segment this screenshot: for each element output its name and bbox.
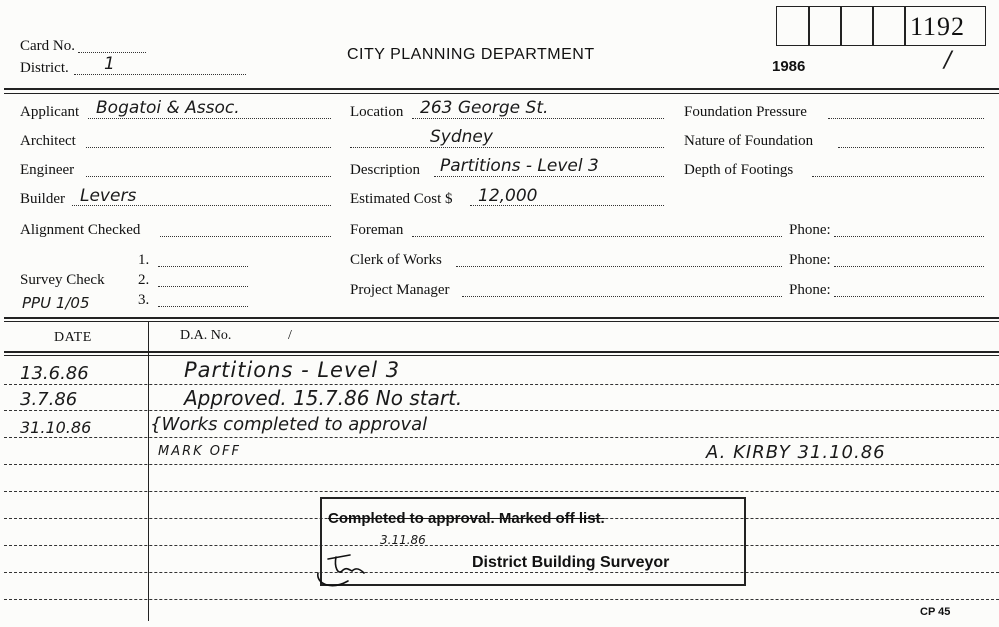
- stamp-initials: 3.11.86: [380, 533, 426, 547]
- project-manager-line: [462, 296, 782, 297]
- foreman-label: Foreman: [350, 222, 404, 238]
- description-label: Description: [350, 162, 420, 178]
- log-line: [4, 384, 999, 385]
- foundation-pressure-line: [828, 118, 984, 119]
- foreman-line: [412, 236, 782, 237]
- district-value: 1: [104, 54, 115, 74]
- district-label: District.: [20, 60, 69, 76]
- estimated-cost-label: Estimated Cost $: [350, 191, 453, 207]
- description-value: Partitions - Level 3: [440, 156, 599, 176]
- date-column-divider: [148, 321, 149, 621]
- number-box: [808, 6, 842, 46]
- builder-label: Builder: [20, 191, 65, 207]
- location-line-2: [350, 147, 664, 148]
- survey-label: Survey Check: [20, 272, 105, 288]
- architect-label: Architect: [20, 133, 76, 149]
- table-rule: [4, 317, 999, 319]
- table-header-rule: [4, 355, 999, 356]
- alignment-line: [160, 236, 331, 237]
- card-no-line: [78, 52, 146, 53]
- log-line: [4, 464, 999, 465]
- nature-line: [838, 147, 984, 148]
- district-line: [74, 74, 246, 75]
- survey-line-1: [158, 266, 248, 267]
- entry-text-3: {Works completed to approval: [150, 414, 428, 435]
- clerk-label: Clerk of Works: [350, 252, 442, 268]
- year: 1986: [772, 58, 806, 75]
- depth-line: [812, 176, 984, 177]
- applicant-label: Applicant: [20, 104, 80, 120]
- card-no-label: Card No.: [20, 38, 75, 54]
- table-header-rule: [4, 351, 999, 353]
- estimated-cost-value: 12,000: [478, 186, 538, 206]
- phone-label-2: Phone:: [789, 252, 831, 268]
- description-line: [434, 176, 664, 177]
- location-value: 263 George St.: [420, 98, 549, 118]
- number-box: [872, 6, 906, 46]
- card-number: 1192: [910, 12, 966, 41]
- phone-line-1: [834, 236, 984, 237]
- phone-label-3: Phone:: [789, 282, 831, 298]
- header-rule: [4, 88, 999, 90]
- survey-item-2: 2.: [138, 272, 150, 288]
- log-line: [4, 437, 999, 438]
- applicant-line: [88, 118, 331, 119]
- nature-label: Nature of Foundation: [684, 133, 814, 149]
- number-box: [776, 6, 810, 46]
- entry-text-4: MARK OFF: [158, 444, 241, 459]
- depth-label: Depth of Footings: [684, 162, 794, 178]
- log-line: [4, 491, 999, 492]
- clerk-line: [456, 266, 782, 267]
- phone-line-2: [834, 266, 984, 267]
- form-code: CP 45: [920, 606, 951, 618]
- stamp-line-2: District Building Surveyor: [472, 554, 670, 571]
- approval-stamp: [320, 497, 746, 586]
- entry-date-2: 3.7.86: [20, 389, 78, 410]
- stamp-line-1: Completed to approval. Marked off list.: [328, 510, 605, 527]
- page-title: CITY PLANNING DEPARTMENT: [347, 46, 595, 63]
- log-line: [4, 410, 999, 411]
- survey-line-2: [158, 286, 248, 287]
- signature-scribble-icon: [308, 547, 388, 593]
- card-suffix: /: [944, 48, 952, 73]
- entry-date-3: 31.10.86: [20, 418, 92, 437]
- header-rule: [4, 93, 999, 94]
- survey-item-3: 3.: [138, 292, 150, 308]
- signature: A. KIRBY 31.10.86: [706, 442, 886, 463]
- table-rule: [4, 321, 999, 322]
- foundation-pressure-label: Foundation Pressure: [684, 104, 807, 120]
- alignment-label: Alignment Checked: [20, 222, 141, 238]
- location-label: Location: [350, 104, 404, 120]
- builder-value: Levers: [80, 186, 137, 206]
- phone-line-3: [834, 296, 984, 297]
- date-header: DATE: [54, 330, 92, 345]
- entry-text-2: Approved. 15.7.86 No start.: [184, 386, 463, 410]
- location-line: [412, 118, 664, 119]
- location-value-2: Sydney: [430, 127, 493, 147]
- log-line: [4, 599, 999, 600]
- phone-label-1: Phone:: [789, 222, 831, 238]
- da-value: /: [288, 328, 292, 343]
- architect-line: [86, 147, 331, 148]
- engineer-label: Engineer: [20, 162, 75, 178]
- da-header: D.A. No.: [180, 328, 232, 343]
- survey-note: PPU 1/05: [22, 294, 90, 312]
- entry-text-1: Partitions - Level 3: [184, 358, 401, 382]
- survey-line-3: [158, 306, 248, 307]
- survey-item-1: 1.: [138, 252, 150, 268]
- entry-date-1: 13.6.86: [20, 363, 89, 384]
- engineer-line: [86, 176, 331, 177]
- applicant-value: Bogatoi & Assoc.: [96, 98, 240, 118]
- number-box: [840, 6, 874, 46]
- project-manager-label: Project Manager: [350, 282, 450, 298]
